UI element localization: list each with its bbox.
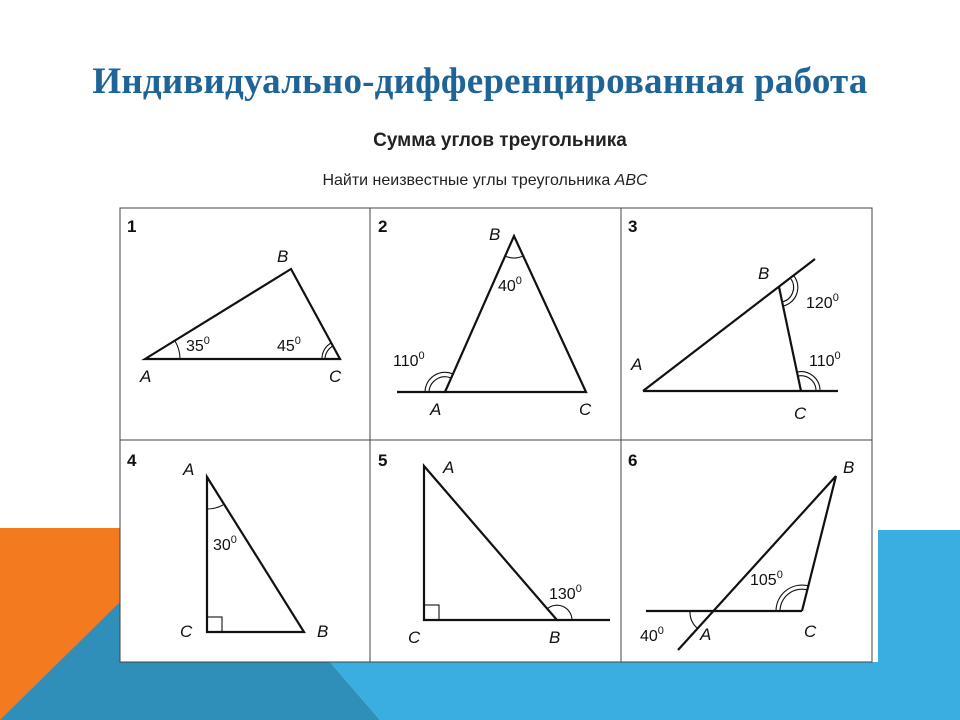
vertex-label-b: B — [277, 247, 289, 266]
angle-label: $40^0$ — [640, 625, 664, 645]
angle-label: $120^0$ — [806, 292, 839, 312]
vertex-label-b: B — [549, 628, 561, 647]
vertex-label-a: A — [443, 458, 455, 477]
problem-number: 3 — [628, 217, 638, 236]
vertex-label-c: C — [180, 622, 193, 641]
vertex-label-b: B — [489, 225, 501, 244]
vertex-label-c: C — [794, 404, 807, 423]
vertex-label-a: A — [631, 355, 643, 374]
angle-label: $30^0$ — [213, 534, 237, 554]
angle-label: $40^0$ — [498, 275, 522, 295]
problem-number: 6 — [628, 451, 638, 470]
vertex-label-b: B — [317, 622, 329, 641]
vertex-label-c: C — [579, 400, 592, 419]
vertex-label-a: A — [183, 460, 195, 479]
vertex-label-c: C — [329, 367, 342, 386]
angle-label: $35^0$ — [186, 335, 210, 355]
slide-title: Индивидуально-дифференцированная работа — [92, 61, 868, 102]
problem-number: 2 — [378, 217, 388, 236]
angle-label: $105^0$ — [750, 569, 783, 589]
worksheet-title: Сумма углов треугольника — [373, 130, 627, 151]
vertex-label-b: B — [843, 458, 855, 477]
vertex-label-c: C — [408, 628, 421, 647]
problem-number: 1 — [127, 217, 137, 236]
vertex-label-a: A — [430, 400, 442, 419]
angle-label: $45^0$ — [277, 335, 301, 355]
instruction-triangle-name: ABC — [614, 172, 648, 189]
vertex-label-b: B — [758, 264, 770, 283]
angle-label: $110^0$ — [393, 350, 425, 370]
instruction-text: Найти неизвестные углы треугольника — [322, 172, 615, 189]
angle-label: $110^0$ — [809, 350, 841, 370]
vertex-label-a: A — [700, 625, 712, 644]
vertex-label-c: C — [804, 622, 817, 641]
angle-label: $130^0$ — [549, 583, 582, 603]
vertex-label-a: A — [140, 367, 152, 386]
problem-number: 4 — [127, 451, 137, 470]
problem-number: 5 — [378, 451, 388, 470]
